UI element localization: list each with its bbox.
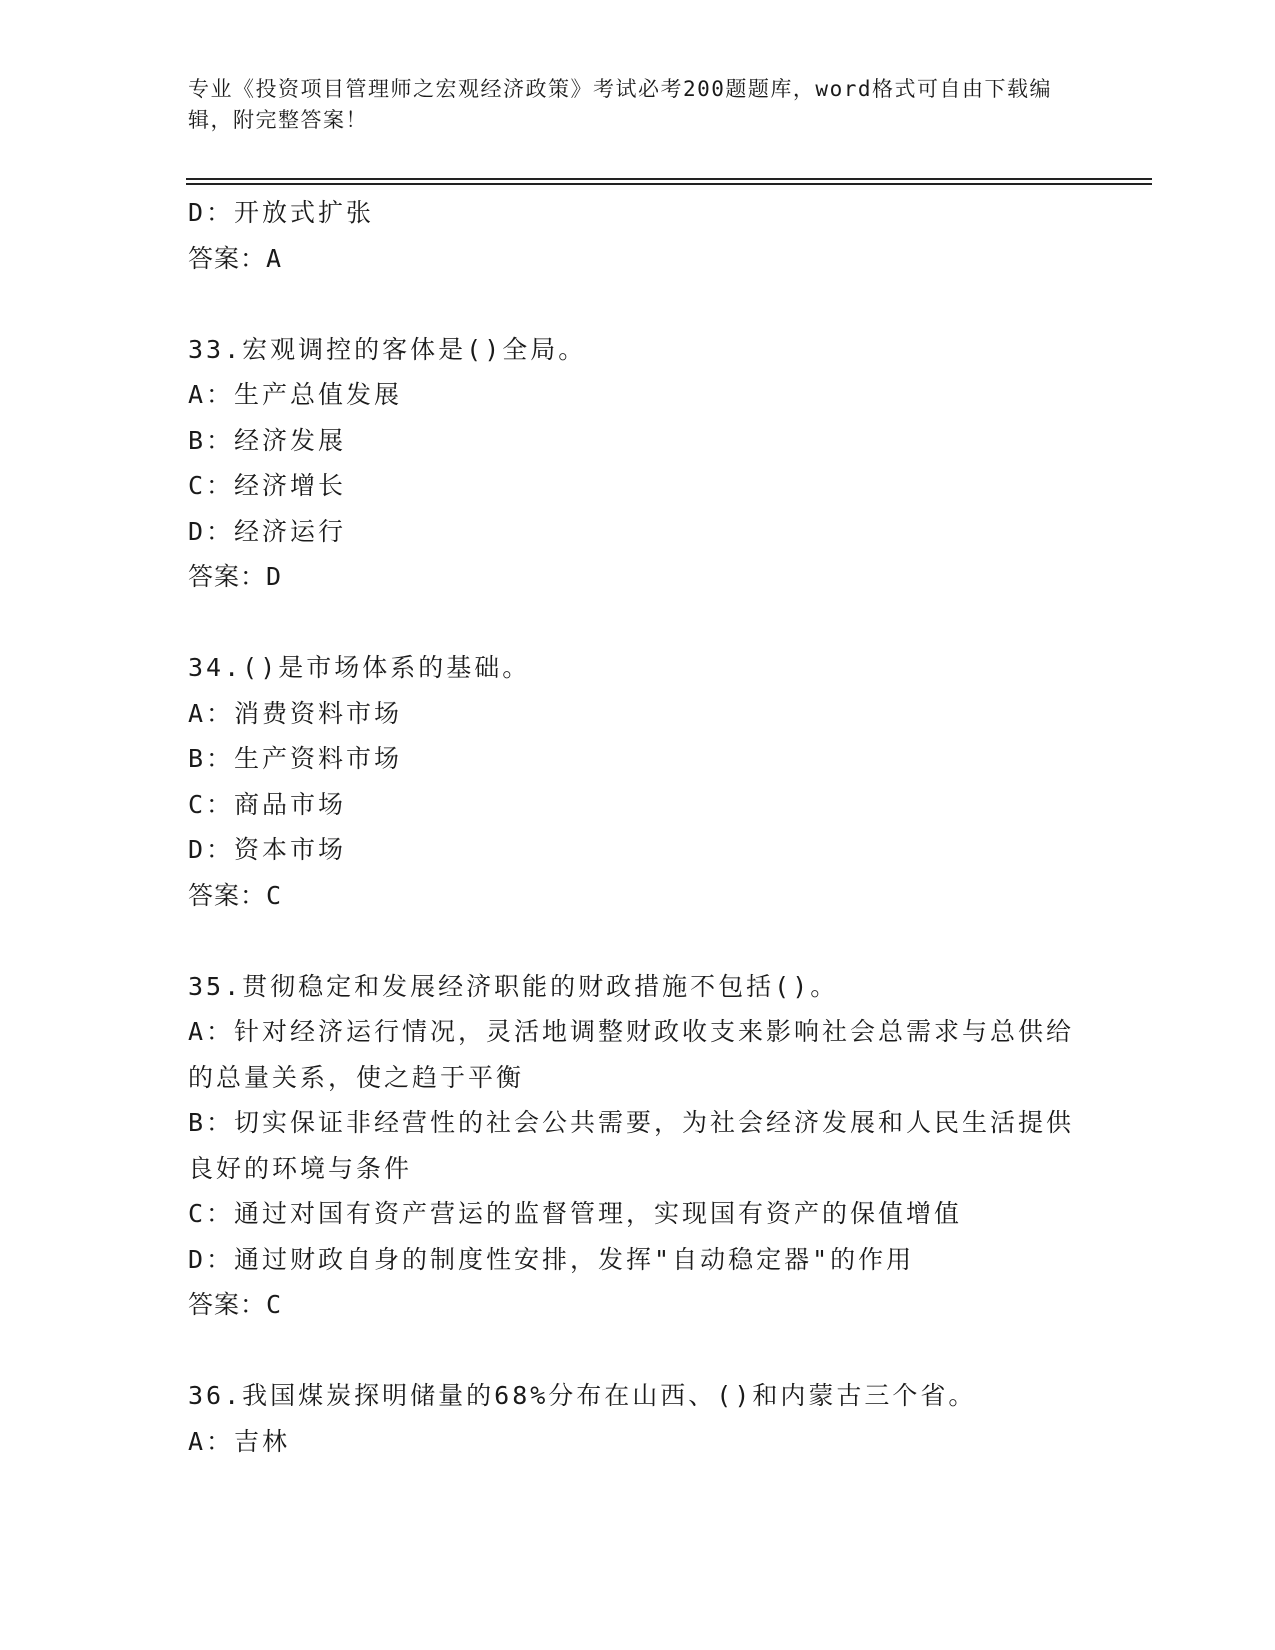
option-a: A：消费资料市场 [188, 698, 403, 728]
answer: 答案：C [188, 880, 283, 910]
option-b: B：切实保证非经营性的社会公共需要，为社会经济发展和人民生活提供良好的环境与条件 [188, 1108, 1075, 1183]
header-rule-top [186, 178, 1152, 180]
option-c: C：通过对国有资产营运的监督管理，实现国有资产的保值增值 [188, 1199, 963, 1228]
option-d: D：通过财政自身的制度性安排，发挥"自动稳定器"的作用 [188, 1244, 915, 1274]
question-text: 36.我国煤炭探明储量的68%分布在山西、()和内蒙古三个省。 [188, 1381, 977, 1410]
option-d: D：经济运行 [188, 516, 347, 546]
question-block-35 [188, 964, 1088, 1328]
question-block-33 [188, 327, 1088, 600]
question-block-34 [188, 645, 1088, 918]
question-text: 33.宏观调控的客体是()全局。 [188, 334, 587, 364]
document-header: 专业《投资项目管理师之宏观经济政策》考试必考200题题库，word格式可自由下载编辑，附完整答案！ [188, 77, 1052, 132]
option-c: C：商品市场 [188, 789, 347, 819]
option-c: C：经济增长 [188, 471, 347, 500]
answer: 答案：A [188, 243, 283, 273]
question-list [188, 190, 1088, 1464]
option-a: A：针对经济运行情况，灵活地调整财政收支来影响社会总需求与总供给的总量关系，使之趋于平衡 [188, 1017, 1075, 1092]
option-d: D：资本市场 [188, 835, 347, 864]
question-block-32 [188, 190, 1088, 281]
option-a: A：生产总值发展 [188, 380, 403, 409]
question-text: 35.贯彻稳定和发展经济职能的财政措施不包括()。 [188, 971, 839, 1001]
answer: 答案：C [188, 1290, 283, 1319]
question-text: 34.()是市场体系的基础。 [188, 653, 531, 682]
option-a: A：吉林 [188, 1426, 291, 1456]
answer: 答案：D [188, 562, 283, 591]
header-rule-bottom [186, 183, 1152, 185]
option-b: B：经济发展 [188, 425, 347, 455]
option-d: D：开放式扩张 [188, 198, 375, 227]
question-block-36 [188, 1373, 1088, 1464]
option-b: B：生产资料市场 [188, 744, 403, 773]
